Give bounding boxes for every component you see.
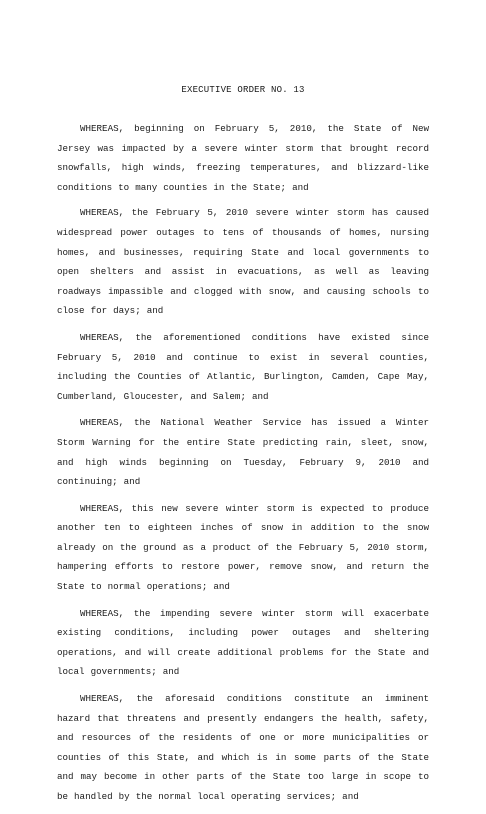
whereas-paragraph-7: WHEREAS, the aforesaid conditions constitute an imminent hazard that threatens and presently endangers the health, safety, and resources of the residents of one or more municipalities or counties of this State, and which is in some parts of the State and may become in other parts of the State too large in scope to be handled by the normal local operating services; and [57, 693, 429, 802]
whereas-paragraph-3: WHEREAS, the aforementioned conditions have existed since February 5, 2010 and continue to exist in several counties, including the Counties of Atlantic, Burlington, Camden, Cape May, Cumberland, Gloucester, and Salem; and [57, 331, 429, 402]
whereas-paragraph-4: WHEREAS, the National Weather Service has issued a Winter Storm Warning for the entire State predicting rain, sleet, snow, and high winds beginning on Tuesday, February 9, 2010 and continuing; and [57, 417, 429, 488]
document-body [57, 119, 429, 814]
whereas-paragraph-2: WHEREAS, the February 5, 2010 severe winter storm has caused widespread power outages to tens of thousands of homes, nursing homes, and businesses, requiring State and local governments to open shelters and assist in evacuations, as well as leaving roadways impassible and clogged with snow, and causing schools to close for days; and [57, 207, 429, 317]
whereas-paragraph-5: WHEREAS, this new severe winter storm is expected to produce another ten to eighteen inches of snow in addition to the snow already on the ground as a product of the February 5, 2010 storm, hampering efforts to restore power, remove snow, and return the State to normal operations; and [57, 502, 429, 593]
whereas-paragraph-1: WHEREAS, beginning on February 5, 2010, the State of New Jersey was impacted by a severe winter storm that brought record snowfalls, high winds, freezing temperatures, and blizzard-like conditions to many counties in the State; and [57, 123, 429, 193]
document-title: EXECUTIVE ORDER NO. 13 [181, 85, 305, 95]
whereas-paragraph-6: WHEREAS, the impending severe winter storm will exacerbate existing conditions, including power outages and sheltering operations, and will create additional problems for the State and local governments; and [57, 607, 429, 678]
